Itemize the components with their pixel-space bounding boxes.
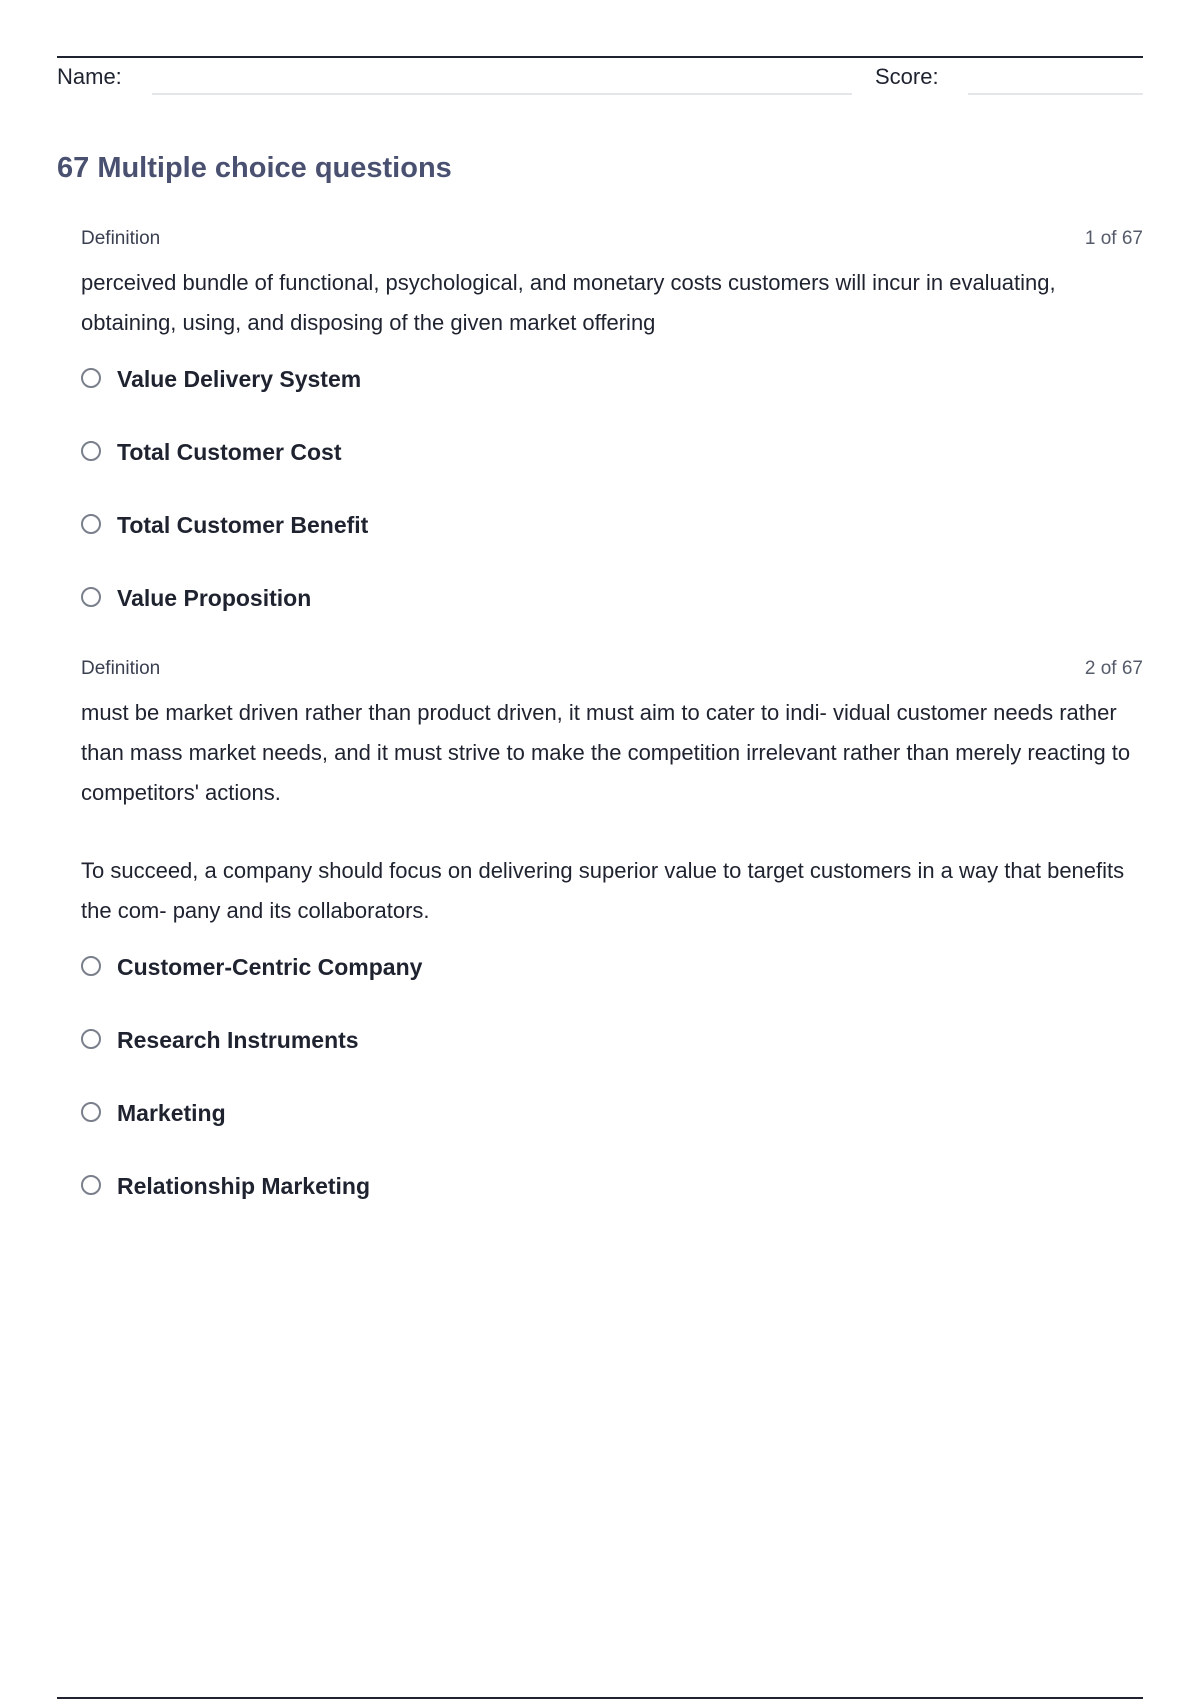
- question-meta: [81, 657, 1143, 683]
- worksheet-page: [57, 0, 1143, 1700]
- section-title: 67 Multiple choice questions: [57, 152, 452, 184]
- answer-option[interactable]: [81, 1016, 1143, 1089]
- answer-option[interactable]: [81, 943, 1143, 1016]
- answer-label: Total Customer Cost: [117, 439, 342, 465]
- question-1: [81, 227, 1143, 647]
- question-counter: 2 of 67: [1084, 658, 1143, 679]
- radio-icon[interactable]: [81, 441, 101, 461]
- answer-label: Marketing: [117, 1100, 226, 1126]
- answer-option[interactable]: [81, 428, 1143, 501]
- question-text-continued: To succeed, a company should focus on delivering superior value to target customers in a way that benefits the com- pany and its collaborators.: [81, 858, 1125, 923]
- answer-label: Value Proposition: [117, 585, 312, 611]
- answer-options: [81, 943, 1143, 1235]
- question-meta: [81, 227, 1143, 253]
- answer-option[interactable]: [81, 1162, 1143, 1235]
- top-divider: [57, 56, 1143, 58]
- answer-label: Relationship Marketing: [117, 1173, 371, 1199]
- score-field-line[interactable]: [968, 93, 1143, 95]
- answer-option[interactable]: [81, 355, 1143, 428]
- radio-icon[interactable]: [81, 1029, 101, 1049]
- name-field-line[interactable]: [152, 93, 852, 95]
- question-text: must be market driven rather than product driven, it must aim to cater to indi- vidual customer needs rather than mass market needs, and it must strive to make the competition irrelevant rather than merely reacting to competitors' actions.: [81, 700, 1131, 805]
- answer-option[interactable]: [81, 1089, 1143, 1162]
- radio-icon[interactable]: [81, 368, 101, 388]
- answer-label: Research Instruments: [117, 1027, 359, 1053]
- answer-label: Value Delivery System: [117, 366, 362, 392]
- score-label: Score:: [875, 64, 939, 89]
- question-kind: Definition: [81, 658, 161, 679]
- name-label: Name:: [57, 64, 122, 89]
- answer-label: Total Customer Benefit: [117, 512, 369, 538]
- radio-icon[interactable]: [81, 514, 101, 534]
- answer-option[interactable]: [81, 574, 1143, 647]
- bottom-divider: [57, 1697, 1143, 1699]
- question-kind: Definition: [81, 228, 161, 249]
- answer-options: [81, 355, 1143, 647]
- answer-label: Customer-Centric Company: [117, 954, 423, 980]
- radio-icon[interactable]: [81, 587, 101, 607]
- radio-icon[interactable]: [81, 1175, 101, 1195]
- question-text: perceived bundle of functional, psychological, and monetary costs customers will incur in evaluating, obtaining, using, and disposing of the given market offering: [81, 270, 1056, 335]
- header-row: [57, 64, 1143, 98]
- answer-option[interactable]: [81, 501, 1143, 574]
- radio-icon[interactable]: [81, 956, 101, 976]
- question-counter: 1 of 67: [1084, 228, 1143, 249]
- radio-icon[interactable]: [81, 1102, 101, 1122]
- question-2: [81, 657, 1143, 1235]
